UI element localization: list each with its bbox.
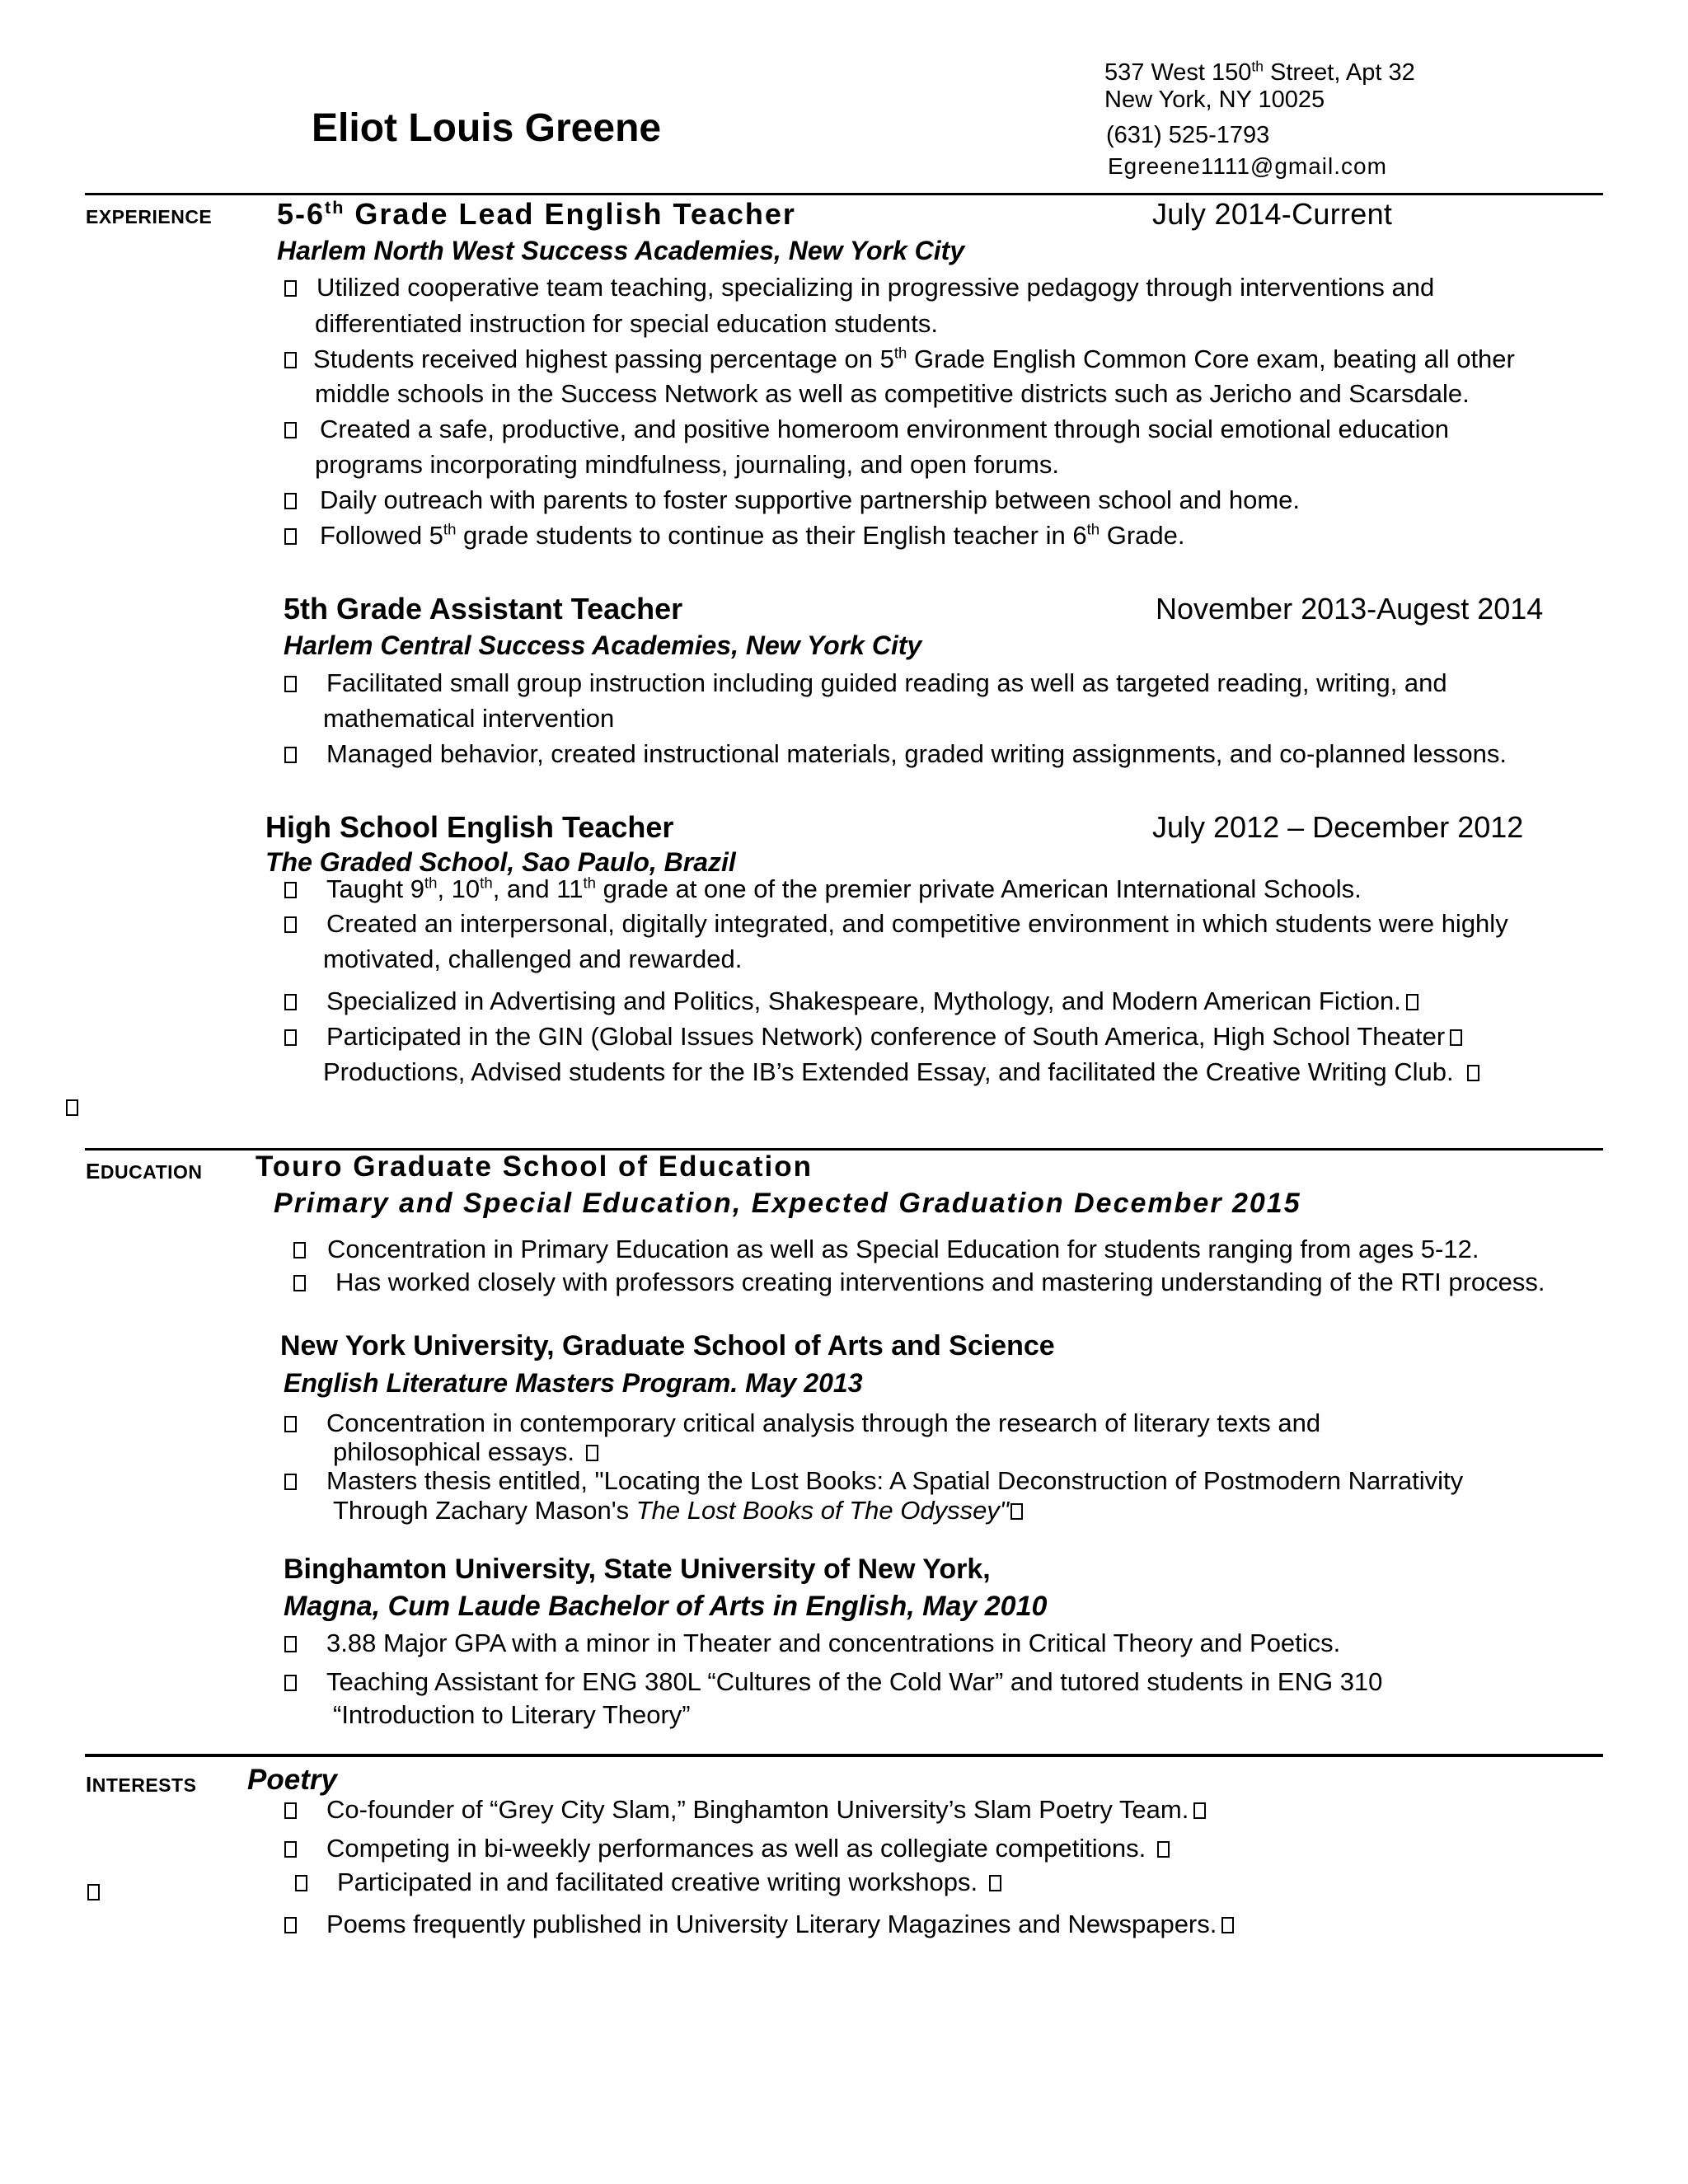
missing-glyph-icon [284, 422, 297, 438]
bullet-item: Followed 5th grade students to continue as their English teacher in 6th Grade. [284, 523, 1185, 548]
bullet-item: Co-founder of “Grey City Slam,” Binghamton University’s Slam Poetry Team. [284, 1797, 1206, 1822]
bullet-continuation: differentiated instruction for special education students. [315, 309, 938, 338]
job-title-high-school-teacher: High School English Teacher [265, 810, 674, 844]
interest-title: Poetry [247, 1764, 337, 1796]
missing-glyph-icon [284, 1675, 297, 1691]
missing-glyph-icon [1157, 1841, 1170, 1858]
missing-glyph-icon [586, 1445, 598, 1461]
school-name-nyu: New York University, Graduate School of Arts and Science [280, 1330, 1055, 1361]
missing-glyph-icon [284, 916, 297, 933]
missing-glyph-icon [66, 1099, 78, 1116]
missing-glyph-icon [1467, 1065, 1479, 1081]
bullet-item: Participated in and facilitated creative writing workshops. [295, 1869, 1001, 1895]
bullet-continuation: Productions, Advised students for the IB’s Extended Essay, and facilitated the Creative Writing Club. [323, 1059, 1479, 1085]
bullet-item: Taught 9th, 10th, and 11th grade at one of the premier private American International Schools. [284, 876, 1362, 902]
bullet-continuation: mathematical intervention [323, 704, 615, 733]
bullet-item: Competing in bi-weekly performances as well as collegiate competitions. [284, 1835, 1170, 1861]
missing-glyph-icon [989, 1875, 1001, 1891]
bullet-continuation: philosophical essays. [333, 1439, 598, 1465]
missing-glyph-icon [284, 1802, 297, 1819]
section-label-education: EDUCATION [86, 1159, 203, 1183]
bullet-item: Has worked closely with professors creating interventions and mastering understanding of the RTI process. [293, 1269, 1545, 1295]
bullet-continuation: middle schools in the Success Network as well as competitive districts such as Jericho and Scarsdale. [315, 379, 1470, 408]
job-organization: Harlem Central Success Academies, New York City [284, 630, 922, 660]
address-line: 537 West 150th Street, Apt 32 [1104, 58, 1415, 86]
job-date: November 2013-Augest 2014 [1156, 592, 1544, 626]
bullet-item: Masters thesis entitled, "Locating the Lost Books: A Spatial Deconstruction of Postmodern Narrativity [284, 1468, 1463, 1493]
city-line: New York, NY 10025 [1104, 87, 1325, 113]
bullet-continuation: motivated, challenged and rewarded. [323, 944, 743, 973]
bullet-item: Concentration in contemporary critical analysis through the research of literary texts and [284, 1410, 1320, 1436]
job-title-lead-teacher: 5-6th Grade Lead English Teacher [277, 197, 796, 231]
school-program: English Literature Masters Program. May 2013 [284, 1368, 863, 1398]
bullet-item: Managed behavior, created instructional materials, graded writing assignments, and co-planned lessons. [284, 741, 1507, 766]
missing-glyph-icon [284, 352, 297, 368]
missing-glyph-icon [284, 1416, 297, 1432]
bullet-item: Created a safe, productive, and positive homeroom environment through social emotional education [284, 416, 1449, 442]
missing-glyph-icon [284, 1029, 297, 1046]
header-divider [85, 193, 1603, 195]
missing-glyph-icon [1221, 1917, 1234, 1933]
missing-glyph-icon [284, 676, 297, 692]
phone-number: (631) 525-1793 [1106, 122, 1270, 148]
bullet-item: Created an interpersonal, digitally integrated, and competitive environment in which students were highly [284, 911, 1508, 936]
bullet-continuation: Through Zachary Mason's The Lost Books of The Odyssey" [333, 1497, 1023, 1523]
bullet-item: Daily outreach with parents to foster supportive partnership between school and home. [284, 487, 1300, 513]
bullet-item: 3.88 Major GPA with a minor in Theater and concentrations in Critical Theory and Poetics. [284, 1630, 1340, 1656]
missing-glyph-icon [1450, 1029, 1462, 1046]
missing-glyph-icon [284, 994, 297, 1010]
missing-glyph-icon [284, 747, 297, 763]
missing-glyph-icon [284, 882, 297, 898]
missing-glyph-icon [1406, 994, 1418, 1010]
school-program: Primary and Special Education, Expected Graduation December 2015 [274, 1188, 1301, 1219]
job-date: July 2014-Current [1152, 197, 1393, 231]
job-organization: The Graded School, Sao Paulo, Brazil [265, 847, 736, 877]
bullet-continuation: programs incorporating mindfulness, journaling, and open forums. [315, 450, 1059, 479]
missing-glyph-icon [284, 280, 297, 297]
bullet-item: Teaching Assistant for ENG 380L “Cultures of the Cold War” and tutored students in ENG 310 [284, 1669, 1382, 1694]
school-name-binghamton: Binghamton University, State University of New York, [284, 1554, 991, 1585]
missing-glyph-icon [284, 1636, 297, 1652]
missing-glyph-icon [1010, 1503, 1023, 1520]
job-title-assistant-teacher: 5th Grade Assistant Teacher [284, 592, 683, 626]
section-label-interests: INTERESTS [86, 1772, 197, 1797]
job-organization: Harlem North West Success Academies, New York City [277, 236, 965, 265]
missing-glyph-icon [284, 1841, 297, 1858]
bullet-item: Participated in the GIN (Global Issues Network) conference of South America, High School Theater [284, 1024, 1462, 1049]
missing-glyph-icon [284, 1474, 297, 1490]
bullet-item: Specialized in Advertising and Politics, Shakespeare, Mythology, and Modern American Fiction. [284, 988, 1418, 1014]
email-address: Egreene1111@gmail.com [1108, 153, 1387, 179]
bullet-item: Poems frequently published in University Literary Magazines and Newspapers. [284, 1911, 1234, 1937]
missing-glyph-icon [284, 1917, 297, 1933]
missing-glyph-icon [293, 1242, 306, 1258]
bullet-continuation: “Introduction to Literary Theory” [333, 1700, 691, 1729]
job-date: July 2012 – December 2012 [1152, 810, 1524, 844]
missing-glyph-icon [284, 528, 297, 545]
missing-glyph-icon [1193, 1802, 1206, 1819]
school-name-touro: Touro Graduate School of Education [256, 1151, 813, 1183]
bullet-item: Facilitated small group instruction including guided reading as well as targeted reading, writing, and [284, 670, 1447, 696]
bullet-item: Students received highest passing percentage on 5th Grade English Common Core exam, beating all other [284, 346, 1515, 372]
candidate-name: Eliot Louis Greene [312, 106, 662, 150]
bullet-item: Concentration in Primary Education as well as Special Education for students ranging from ages 5-12. [293, 1236, 1479, 1262]
missing-glyph-icon [87, 1884, 100, 1900]
missing-glyph-icon [293, 1275, 306, 1291]
section-label-experience: EXPERIENCE [86, 206, 213, 227]
school-program: Magna, Cum Laude Bachelor of Arts in English, May 2010 [284, 1591, 1048, 1622]
section-divider [85, 1754, 1603, 1757]
missing-glyph-icon [284, 493, 297, 509]
missing-glyph-icon [295, 1875, 307, 1891]
bullet-item: Utilized cooperative team teaching, specializing in progressive pedagogy through interventions and [284, 274, 1434, 300]
